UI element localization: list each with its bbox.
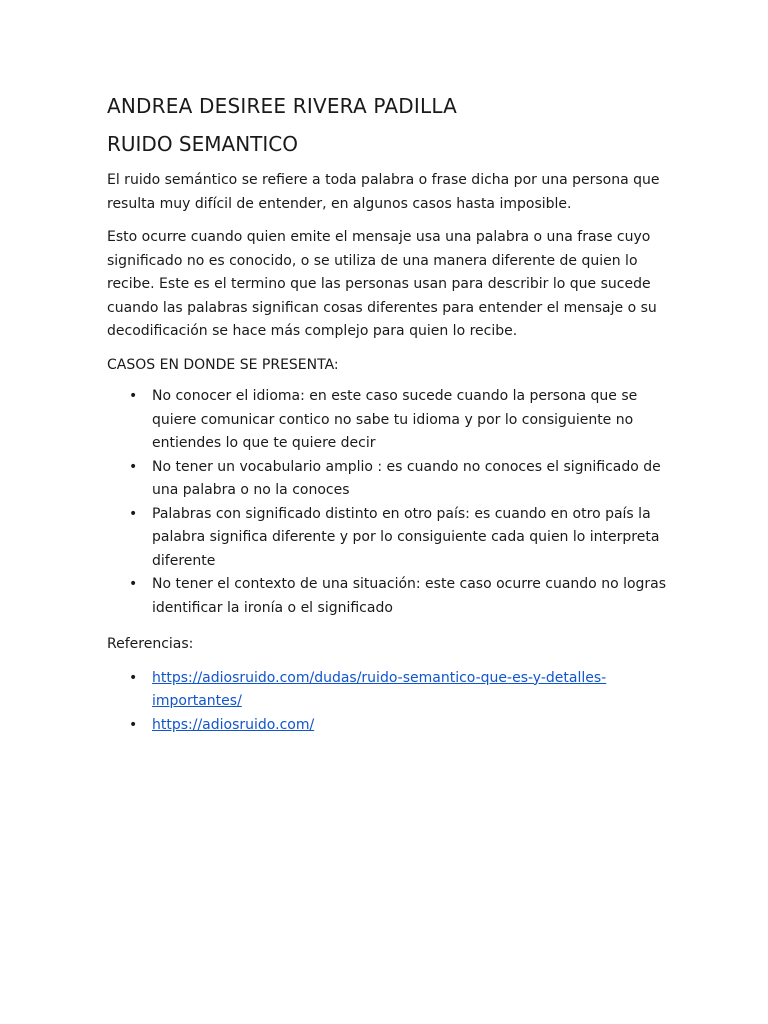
case-text: No tener un vocabulario amplio : es cuando no conoces el significado de una palabra o no la conoces [152, 458, 661, 498]
bullet-icon: • [129, 716, 138, 733]
bullet-icon: • [129, 388, 138, 404]
bullet-icon: • [129, 576, 138, 592]
list-item [107, 385, 667, 456]
author-name: ANDREA DESIREE RIVERA PADILLA [107, 94, 457, 118]
cases-list [107, 385, 667, 620]
bullet-icon: • [129, 669, 138, 686]
document-title: RUIDO SEMANTICO [107, 132, 298, 156]
bullet-icon: • [129, 505, 138, 522]
document-page [107, 92, 667, 737]
case-text: No conocer el idioma: en este caso sucede cuando la persona que se quiere comunicar contico no sabe tu idioma y por lo consiguiente no entiendes lo que te quiere decir [152, 388, 638, 451]
list-item [107, 456, 667, 503]
reference-link[interactable]: https://adiosruido.com/ [152, 716, 315, 733]
references-list [107, 667, 667, 738]
explanation-paragraph: Esto ocurre cuando quien emite el mensaje usa una palabra o una frase cuyo significado no es conocido, o se utiliza de una manera diferente de quien lo recibe. Este es el termino que las personas usan para describir lo que sucede cuando las palabras significan cosas diferentes para entender el mensaje o su decodificación se hace más complejo para quien lo recibe. [107, 229, 657, 339]
list-item [107, 573, 667, 620]
list-item [107, 714, 667, 738]
cases-heading: CASOS EN DONDE SE PRESENTA: [107, 356, 339, 373]
case-text: Palabras con significado distinto en otro país: es cuando en otro país la palabra significa diferente y por lo consiguiente cada quien lo interpreta diferente [152, 505, 660, 569]
list-item [107, 667, 667, 714]
list-item [107, 503, 667, 574]
bullet-icon: • [129, 458, 138, 475]
reference-link[interactable]: https://adiosruido.com/dudas/ruido-semantico-que-es-y-detalles-importantes/ [152, 669, 607, 709]
case-text: No tener el contexto de una situación: este caso ocurre cuando no logras identificar la ironía o el significado [152, 576, 667, 616]
intro-paragraph: El ruido semántico se refiere a toda palabra o frase dicha por una persona que resulta muy difícil de entender, en algunos casos hasta imposible. [107, 172, 660, 212]
references-heading: Referencias: [107, 636, 194, 652]
